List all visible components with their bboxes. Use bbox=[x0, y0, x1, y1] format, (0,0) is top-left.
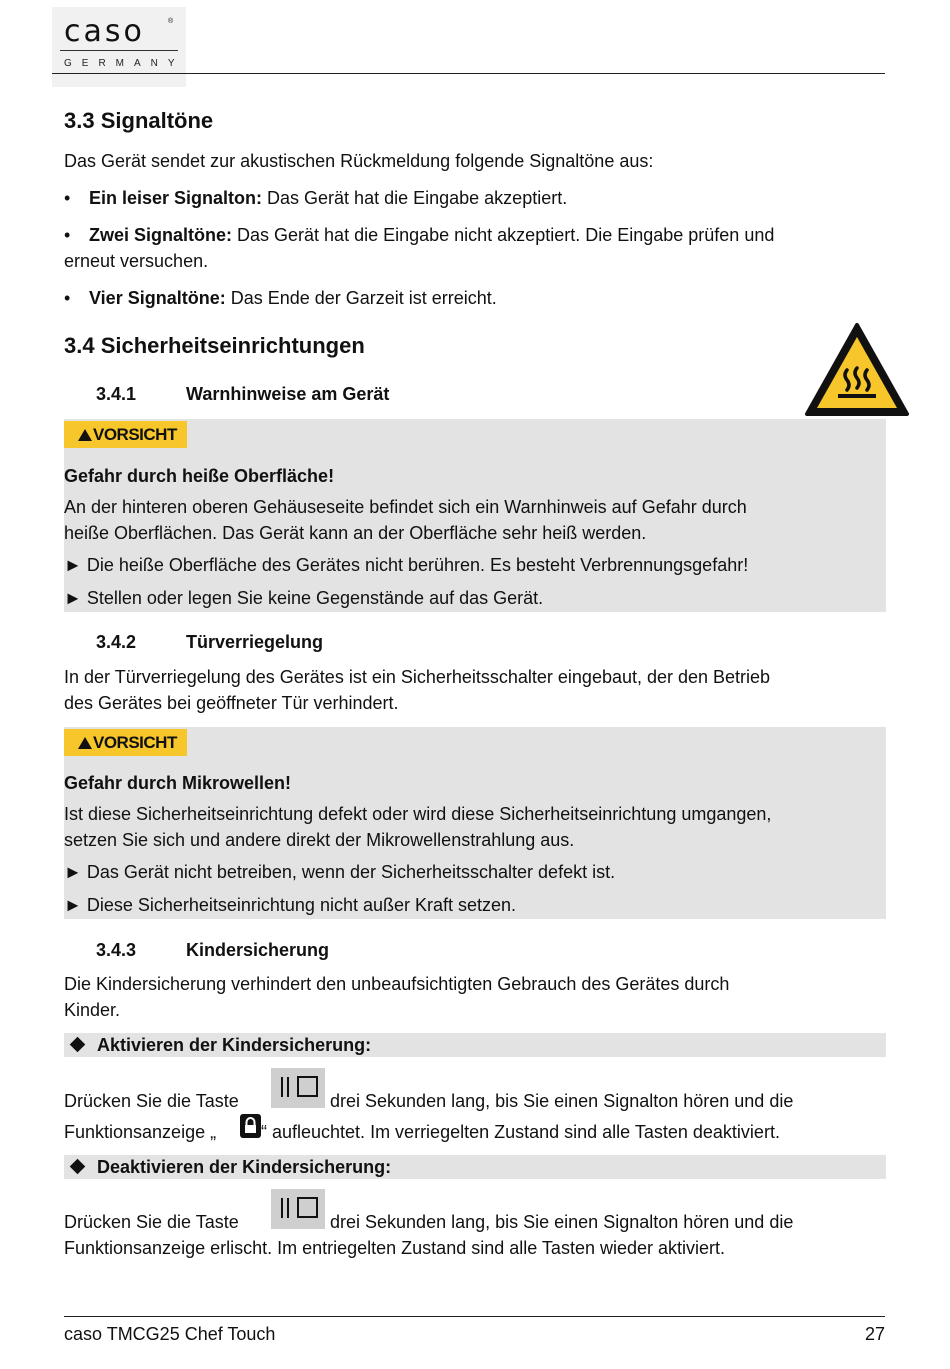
list-item bbox=[64, 285, 497, 311]
bullet: • bbox=[64, 188, 71, 208]
warning-instruction: ► Die heiße Oberfläche des Gerätes nicht berühren. Es besteht Verbrennungsgefahr! bbox=[64, 555, 749, 575]
list-item-bold: Vier Signaltöne: bbox=[89, 288, 226, 308]
paragraph: Funktionsanzeige „ bbox=[64, 1122, 217, 1142]
warning-text: setzen Sie sich und andere direkt der Mikrowellenstrahlung aus. bbox=[64, 830, 575, 850]
subsection-number: 3.4.1 bbox=[96, 384, 137, 404]
paragraph: drei Sekunden lang, bis Sie einen Signalton hören und die bbox=[330, 1091, 794, 1111]
play-pause-key-icon bbox=[271, 1189, 325, 1229]
procedure-heading-deactivate bbox=[64, 1155, 886, 1179]
paragraph: Drücken Sie die Taste bbox=[64, 1091, 239, 1111]
bullet: • bbox=[64, 225, 71, 245]
footer-model: caso TMCG25 Chef Touch bbox=[64, 1324, 276, 1344]
procedure-heading-activate bbox=[64, 1033, 886, 1057]
paragraph: In der Türverriegelung des Gerätes ist ein Sicherheitsschalter eingebaut, der den Betrieb bbox=[64, 667, 771, 687]
section-heading-3-3 bbox=[64, 108, 213, 134]
caution-label: VORSICHT bbox=[93, 733, 177, 752]
diamond-bullet-icon bbox=[70, 1159, 86, 1175]
warning-triangle-icon bbox=[78, 429, 92, 441]
lock-icon bbox=[240, 1114, 261, 1138]
header-rule bbox=[52, 73, 885, 74]
footer-rule bbox=[64, 1316, 885, 1317]
play-pause-key-icon bbox=[271, 1068, 325, 1108]
warning-triangle-icon bbox=[78, 737, 92, 749]
section-title: Signaltöne bbox=[100, 108, 214, 133]
section-number: 3.4 bbox=[64, 333, 95, 358]
subsection-number: 3.4.2 bbox=[96, 632, 137, 652]
section-number: 3.3 bbox=[64, 108, 95, 133]
logo-divider bbox=[60, 50, 178, 51]
subsection-number: 3.4.3 bbox=[96, 940, 137, 960]
list-item-bold: Ein leiser Signalton: bbox=[89, 188, 263, 208]
list-item-continuation: erneut versuchen. bbox=[64, 251, 209, 271]
list-item-text: Das Gerät hat die Eingabe nicht akzeptiert. Die Eingabe prüfen und bbox=[232, 225, 775, 245]
warning-text: Ist diese Sicherheitseinrichtung defekt oder wird diese Sicherheitseinrichtung umgangen, bbox=[64, 804, 772, 824]
procedure-title: Aktivieren der Kindersicherung: bbox=[97, 1035, 372, 1055]
warning-text: heiße Oberflächen. Das Gerät kann an der Oberfläche sehr heiß werden. bbox=[64, 523, 647, 543]
subsection-title: Kindersicherung bbox=[186, 940, 330, 960]
paragraph: Drücken Sie die Taste bbox=[64, 1212, 239, 1232]
page-number: 27 bbox=[864, 1324, 885, 1344]
warning-heading: Gefahr durch Mikrowellen! bbox=[64, 773, 292, 793]
brand-logo: caso bbox=[64, 14, 145, 49]
brand-registered-mark: ® bbox=[168, 18, 174, 25]
list-item-text: Das Ende der Garzeit ist erreicht. bbox=[225, 288, 497, 308]
paragraph: Die Kindersicherung verhindert den unbeaufsichtigten Gebrauch des Gerätes durch bbox=[64, 974, 730, 994]
paragraph: Kinder. bbox=[64, 1000, 121, 1020]
bullet: • bbox=[64, 288, 71, 308]
paragraph: drei Sekunden lang, bis Sie einen Signalton hören und die bbox=[330, 1212, 794, 1232]
list-item-text: Das Gerät hat die Eingabe akzeptiert. bbox=[262, 188, 568, 208]
section-title: Sicherheitseinrichtungen bbox=[100, 333, 365, 358]
subsection-title: Warnhinweise am Gerät bbox=[186, 384, 390, 404]
diamond-bullet-icon bbox=[70, 1037, 86, 1053]
warning-instruction: ► Diese Sicherheitseinrichtung nicht außer Kraft setzen. bbox=[64, 895, 517, 915]
paragraph: Das Gerät sendet zur akustischen Rückmeldung folgende Signaltöne aus: bbox=[64, 151, 654, 171]
warning-text: An der hinteren oberen Gehäuseseite befindet sich ein Warnhinweis auf Gefahr durch bbox=[64, 497, 747, 517]
paragraph: des Gerätes bei geöffneter Tür verhindert. bbox=[64, 693, 399, 713]
procedure-title: Deaktivieren der Kindersicherung: bbox=[97, 1157, 392, 1177]
subsection-title: Türverriegelung bbox=[186, 632, 324, 652]
paragraph: Funktionsanzeige erlischt. Im entriegelten Zustand sind alle Tasten wieder aktiviert. bbox=[64, 1238, 726, 1258]
caution-badge bbox=[64, 729, 187, 756]
brand-subtitle: GERMANY bbox=[64, 58, 185, 69]
warning-instruction: ► Stellen oder legen Sie keine Gegenstände auf das Gerät. bbox=[64, 588, 544, 608]
warning-instruction: ► Das Gerät nicht betreiben, wenn der Sicherheitsschalter defekt ist. bbox=[64, 862, 616, 882]
caution-badge bbox=[64, 421, 187, 448]
paragraph: “ aufleuchtet. Im verriegelten Zustand sind alle Tasten deaktiviert. bbox=[261, 1122, 780, 1142]
caution-label: VORSICHT bbox=[93, 425, 177, 444]
warning-heading: Gefahr durch heiße Oberfläche! bbox=[64, 466, 335, 486]
section-heading-3-4 bbox=[64, 333, 365, 359]
list-item-bold: Zwei Signaltöne: bbox=[89, 225, 233, 245]
list-item bbox=[64, 222, 774, 248]
list-item bbox=[64, 185, 567, 211]
hot-surface-warning-icon bbox=[804, 322, 910, 418]
